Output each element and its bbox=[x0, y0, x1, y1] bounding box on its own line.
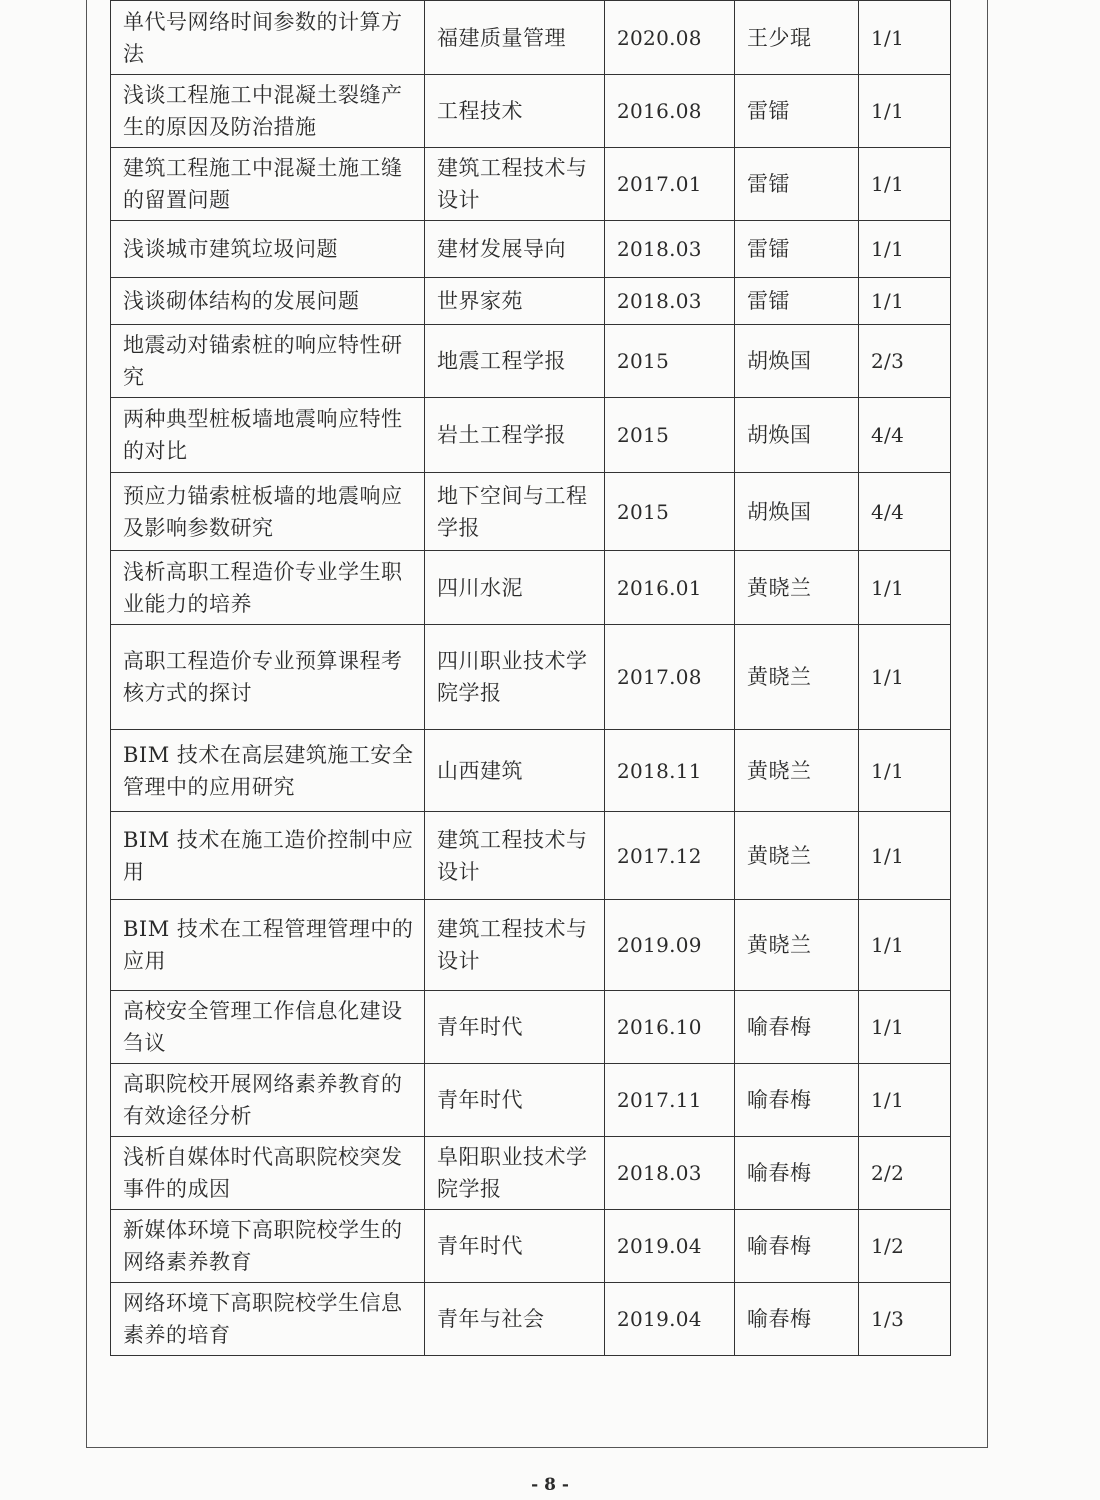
author-rank-cell: 1/1 bbox=[859, 1, 951, 75]
paper-title-cell: 高校安全管理工作信息化建设刍议 bbox=[111, 991, 425, 1064]
table-row bbox=[111, 730, 951, 812]
author-cell: 喻春梅 bbox=[735, 1210, 859, 1283]
author-rank-cell: 1/1 bbox=[859, 148, 951, 221]
author-cell: 黄晓兰 bbox=[735, 551, 859, 625]
author-rank-cell: 1/1 bbox=[859, 991, 951, 1064]
author-rank-cell: 1/1 bbox=[859, 75, 951, 148]
table-row bbox=[111, 1064, 951, 1137]
publish-date-cell: 2019.04 bbox=[605, 1283, 735, 1356]
table-row bbox=[111, 1, 951, 75]
paper-title-cell: 建筑工程施工中混凝土施工缝的留置问题 bbox=[111, 148, 425, 221]
journal-cell: 青年时代 bbox=[425, 1064, 605, 1137]
author-rank-cell: 1/1 bbox=[859, 812, 951, 900]
table-row bbox=[111, 812, 951, 900]
journal-cell: 山西建筑 bbox=[425, 730, 605, 812]
author-rank-cell: 4/4 bbox=[859, 473, 951, 551]
publish-date-cell: 2016.08 bbox=[605, 75, 735, 148]
author-cell: 雷镭 bbox=[735, 221, 859, 278]
journal-cell: 四川水泥 bbox=[425, 551, 605, 625]
table-row bbox=[111, 398, 951, 473]
journal-cell: 建材发展导向 bbox=[425, 221, 605, 278]
author-rank-cell: 1/1 bbox=[859, 1064, 951, 1137]
paper-title-cell: BIM 技术在高层建筑施工安全管理中的应用研究 bbox=[111, 730, 425, 812]
paper-title-cell: 单代号网络时间参数的计算方法 bbox=[111, 1, 425, 75]
paper-title-cell: 浅析高职工程造价专业学生职业能力的培养 bbox=[111, 551, 425, 625]
author-cell: 喻春梅 bbox=[735, 1064, 859, 1137]
journal-cell: 福建质量管理 bbox=[425, 1, 605, 75]
table-row bbox=[111, 473, 951, 551]
publish-date-cell: 2019.09 bbox=[605, 900, 735, 991]
paper-title-cell: 高职院校开展网络素养教育的有效途径分析 bbox=[111, 1064, 425, 1137]
publish-date-cell: 2020.08 bbox=[605, 1, 735, 75]
publish-date-cell: 2015 bbox=[605, 325, 735, 398]
table-row bbox=[111, 221, 951, 278]
author-cell: 喻春梅 bbox=[735, 991, 859, 1064]
paper-title-cell: 浅谈工程施工中混凝土裂缝产生的原因及防治措施 bbox=[111, 75, 425, 148]
publish-date-cell: 2019.04 bbox=[605, 1210, 735, 1283]
author-cell: 王少琨 bbox=[735, 1, 859, 75]
journal-cell: 建筑工程技术与设计 bbox=[425, 148, 605, 221]
table-row bbox=[111, 991, 951, 1064]
paper-title-cell: 浅谈砌体结构的发展问题 bbox=[111, 278, 425, 325]
publish-date-cell: 2018.03 bbox=[605, 1137, 735, 1210]
journal-cell: 青年时代 bbox=[425, 991, 605, 1064]
table-row bbox=[111, 1210, 951, 1283]
table-row bbox=[111, 625, 951, 730]
author-cell: 黄晓兰 bbox=[735, 730, 859, 812]
journal-cell: 岩土工程学报 bbox=[425, 398, 605, 473]
journal-cell: 地下空间与工程学报 bbox=[425, 473, 605, 551]
author-cell: 胡焕国 bbox=[735, 325, 859, 398]
table-row bbox=[111, 278, 951, 325]
publish-date-cell: 2016.01 bbox=[605, 551, 735, 625]
journal-cell: 世界家苑 bbox=[425, 278, 605, 325]
author-cell: 雷镭 bbox=[735, 75, 859, 148]
journal-cell: 地震工程学报 bbox=[425, 325, 605, 398]
paper-title-cell: 网络环境下高职院校学生信息素养的培育 bbox=[111, 1283, 425, 1356]
publish-date-cell: 2015 bbox=[605, 473, 735, 551]
author-cell: 胡焕国 bbox=[735, 473, 859, 551]
publish-date-cell: 2017.08 bbox=[605, 625, 735, 730]
author-rank-cell: 1/1 bbox=[859, 221, 951, 278]
author-cell: 雷镭 bbox=[735, 278, 859, 325]
papers-table-body bbox=[111, 1, 951, 1356]
author-rank-cell: 1/1 bbox=[859, 625, 951, 730]
table-row bbox=[111, 900, 951, 991]
paper-title-cell: 新媒体环境下高职院校学生的网络素养教育 bbox=[111, 1210, 425, 1283]
publish-date-cell: 2017.01 bbox=[605, 148, 735, 221]
table-row bbox=[111, 325, 951, 398]
author-rank-cell: 4/4 bbox=[859, 398, 951, 473]
journal-cell: 四川职业技术学院学报 bbox=[425, 625, 605, 730]
paper-title-cell: 浅析自媒体时代高职院校突发事件的成因 bbox=[111, 1137, 425, 1210]
paper-title-cell: 浅谈城市建筑垃圾问题 bbox=[111, 221, 425, 278]
journal-cell: 阜阳职业技术学院学报 bbox=[425, 1137, 605, 1210]
table-row bbox=[111, 1283, 951, 1356]
journal-cell: 建筑工程技术与设计 bbox=[425, 900, 605, 991]
publish-date-cell: 2018.11 bbox=[605, 730, 735, 812]
journal-cell: 建筑工程技术与设计 bbox=[425, 812, 605, 900]
author-rank-cell: 1/1 bbox=[859, 551, 951, 625]
author-cell: 黄晓兰 bbox=[735, 625, 859, 730]
table-row bbox=[111, 1137, 951, 1210]
author-rank-cell: 1/1 bbox=[859, 278, 951, 325]
paper-title-cell: BIM 技术在工程管理管理中的应用 bbox=[111, 900, 425, 991]
journal-cell: 青年时代 bbox=[425, 1210, 605, 1283]
author-rank-cell: 1/3 bbox=[859, 1283, 951, 1356]
author-rank-cell: 1/2 bbox=[859, 1210, 951, 1283]
page-number: - 8 - bbox=[531, 1475, 569, 1495]
publish-date-cell: 2018.03 bbox=[605, 278, 735, 325]
author-cell: 喻春梅 bbox=[735, 1137, 859, 1210]
author-cell: 黄晓兰 bbox=[735, 812, 859, 900]
publish-date-cell: 2017.11 bbox=[605, 1064, 735, 1137]
papers-table bbox=[110, 0, 951, 1356]
author-cell: 黄晓兰 bbox=[735, 900, 859, 991]
author-cell: 胡焕国 bbox=[735, 398, 859, 473]
paper-title-cell: 两种典型桩板墙地震响应特性的对比 bbox=[111, 398, 425, 473]
publish-date-cell: 2016.10 bbox=[605, 991, 735, 1064]
paper-title-cell: 高职工程造价专业预算课程考核方式的探讨 bbox=[111, 625, 425, 730]
table-row bbox=[111, 148, 951, 221]
journal-cell: 青年与社会 bbox=[425, 1283, 605, 1356]
author-rank-cell: 2/2 bbox=[859, 1137, 951, 1210]
paper-title-cell: BIM 技术在施工造价控制中应用 bbox=[111, 812, 425, 900]
paper-title-cell: 地震动对锚索桩的响应特性研究 bbox=[111, 325, 425, 398]
author-cell: 雷镭 bbox=[735, 148, 859, 221]
publish-date-cell: 2015 bbox=[605, 398, 735, 473]
paper-title-cell: 预应力锚索桩板墙的地震响应及影响参数研究 bbox=[111, 473, 425, 551]
author-rank-cell: 1/1 bbox=[859, 900, 951, 991]
author-rank-cell: 2/3 bbox=[859, 325, 951, 398]
table-row bbox=[111, 551, 951, 625]
author-cell: 喻春梅 bbox=[735, 1283, 859, 1356]
author-rank-cell: 1/1 bbox=[859, 730, 951, 812]
publish-date-cell: 2018.03 bbox=[605, 221, 735, 278]
publish-date-cell: 2017.12 bbox=[605, 812, 735, 900]
journal-cell: 工程技术 bbox=[425, 75, 605, 148]
table-row bbox=[111, 75, 951, 148]
